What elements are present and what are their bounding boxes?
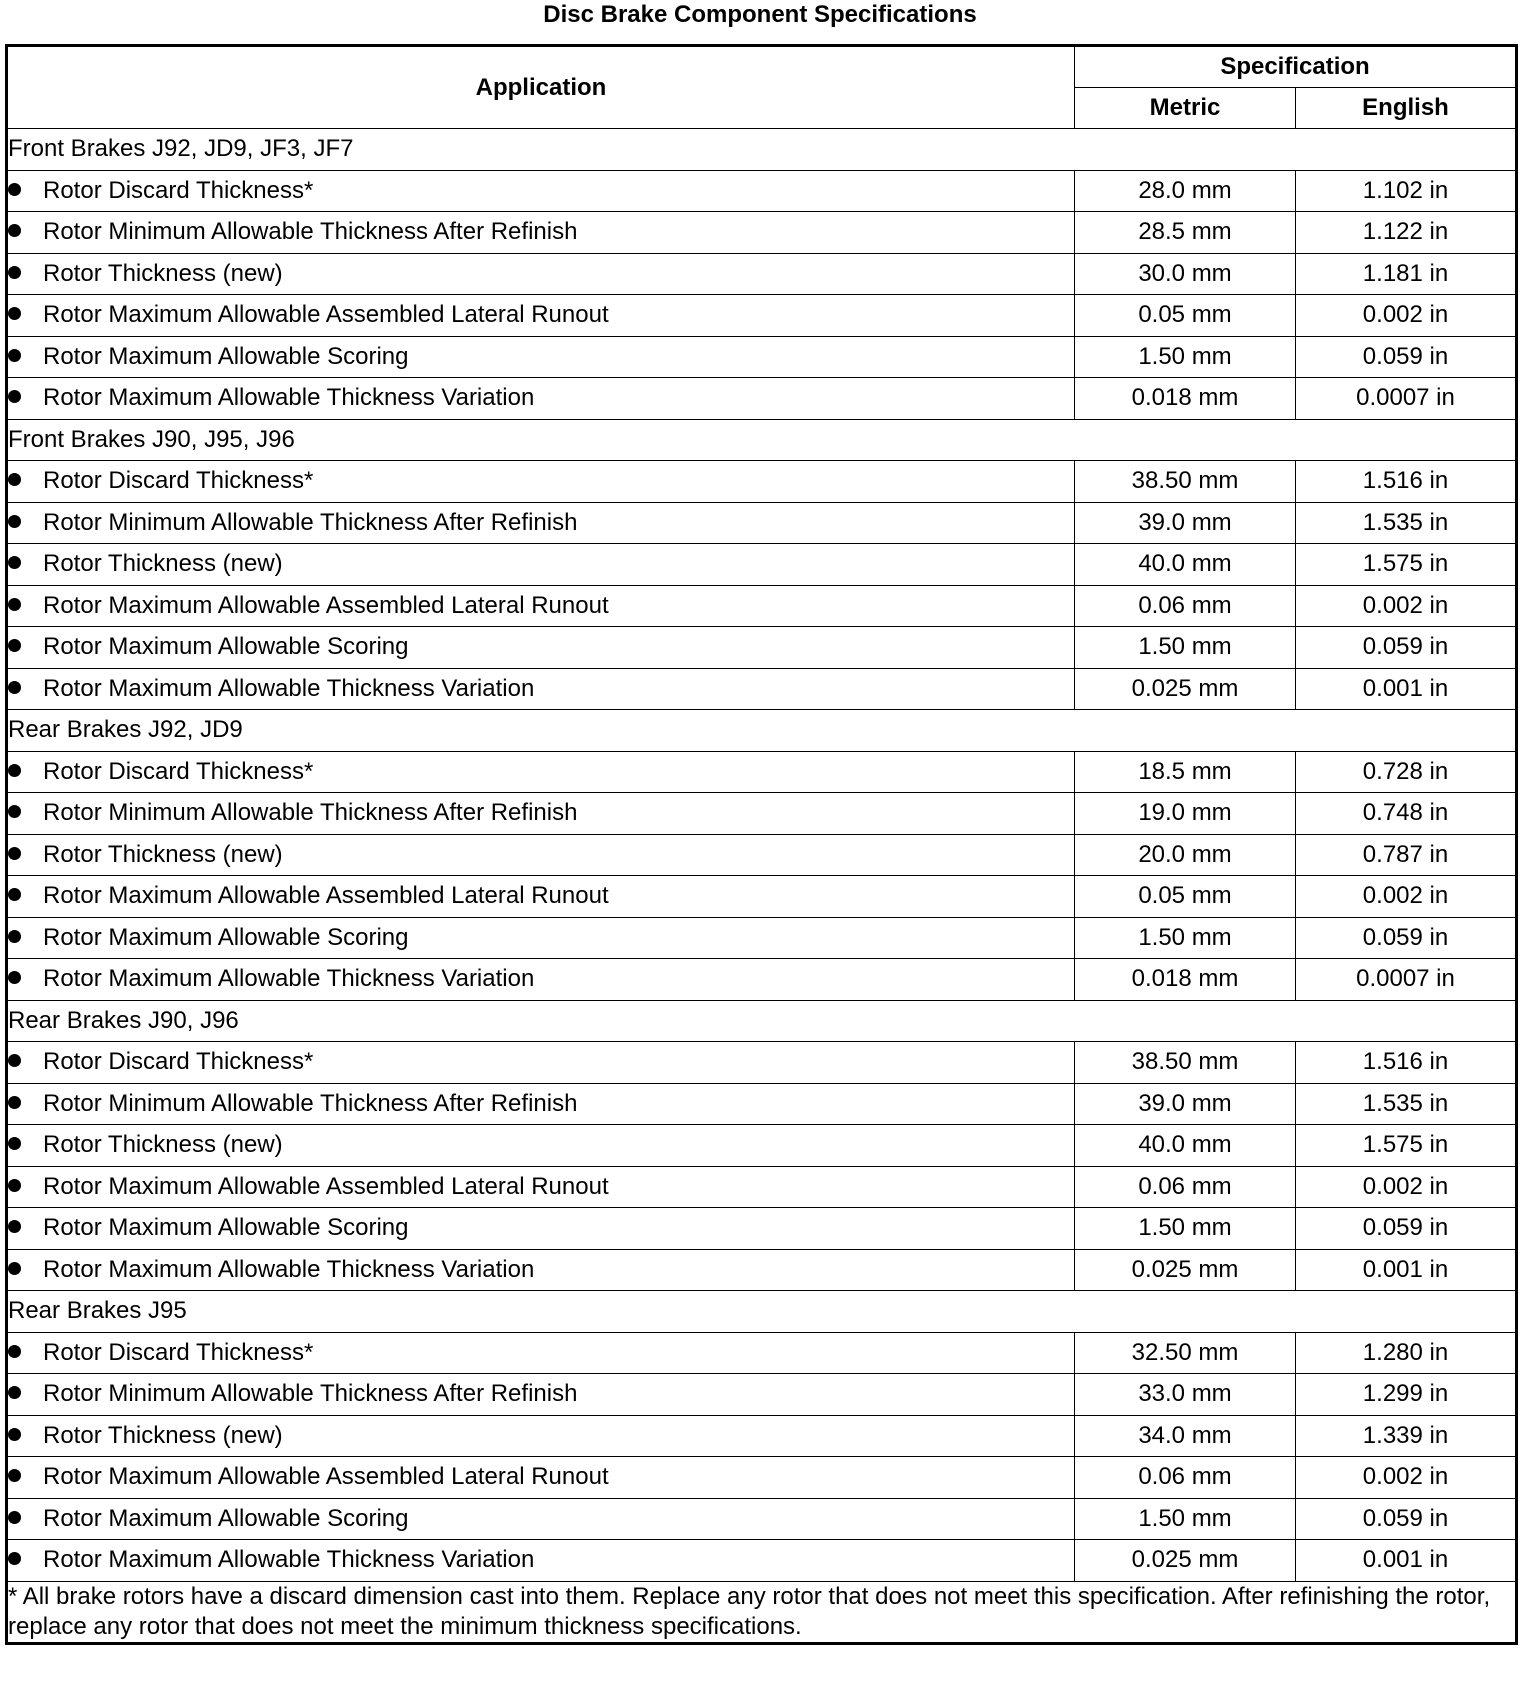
english-value: 1.535 in — [1296, 1083, 1517, 1125]
item-label: Rotor Thickness (new) — [43, 259, 283, 287]
bullet-icon — [8, 515, 21, 528]
bullet-icon — [8, 1469, 21, 1482]
item-label: Rotor Maximum Allowable Thickness Variation — [43, 1255, 535, 1283]
bullet-icon — [8, 349, 21, 362]
group-row — [7, 419, 1517, 461]
metric-value: 1.50 mm — [1075, 336, 1296, 378]
english-value: 1.280 in — [1296, 1332, 1517, 1374]
item-label: Rotor Thickness (new) — [43, 1131, 283, 1159]
item-cell — [7, 1332, 1075, 1374]
metric-value: 19.0 mm — [1075, 793, 1296, 835]
metric-value: 0.025 mm — [1075, 1540, 1296, 1582]
table-row — [7, 1125, 1517, 1167]
metric-value: 32.50 mm — [1075, 1332, 1296, 1374]
english-value: 1.339 in — [1296, 1415, 1517, 1457]
english-value: 1.102 in — [1296, 170, 1517, 212]
item-label: Rotor Discard Thickness* — [43, 176, 314, 204]
group-row — [7, 710, 1517, 752]
item-cell — [7, 253, 1075, 295]
item-cell — [7, 917, 1075, 959]
table-row — [7, 1208, 1517, 1250]
metric-value: 38.50 mm — [1075, 461, 1296, 503]
table-row — [7, 1083, 1517, 1125]
english-value: 0.002 in — [1296, 1166, 1517, 1208]
header-application: Application — [7, 46, 1075, 129]
english-value: 0.059 in — [1296, 627, 1517, 669]
bullet-icon — [8, 473, 21, 486]
metric-value: 0.018 mm — [1075, 378, 1296, 420]
item-label: Rotor Discard Thickness* — [43, 467, 314, 495]
bullet-icon — [8, 639, 21, 652]
metric-value: 30.0 mm — [1075, 253, 1296, 295]
item-cell — [7, 336, 1075, 378]
english-value: 0.001 in — [1296, 1540, 1517, 1582]
item-cell — [7, 461, 1075, 503]
bullet-icon — [8, 1386, 21, 1399]
bullet-icon — [8, 1428, 21, 1441]
english-value: 0.059 in — [1296, 917, 1517, 959]
group-row — [7, 1000, 1517, 1042]
item-label: Rotor Maximum Allowable Thickness Variation — [43, 674, 535, 702]
bullet-icon — [8, 1179, 21, 1192]
bullet-icon — [8, 1096, 21, 1109]
table-row — [7, 253, 1517, 295]
english-value: 0.787 in — [1296, 834, 1517, 876]
table-row — [7, 295, 1517, 337]
english-value: 1.181 in — [1296, 253, 1517, 295]
table-row — [7, 1166, 1517, 1208]
table-header — [7, 46, 1517, 129]
item-cell — [7, 959, 1075, 1001]
table-row — [7, 1374, 1517, 1416]
metric-value: 1.50 mm — [1075, 627, 1296, 669]
item-label: Rotor Minimum Allowable Thickness After Refinish — [43, 508, 578, 536]
english-value: 1.299 in — [1296, 1374, 1517, 1416]
table-row — [7, 1042, 1517, 1084]
item-cell — [7, 793, 1075, 835]
english-value: 0.0007 in — [1296, 959, 1517, 1001]
metric-value: 0.06 mm — [1075, 585, 1296, 627]
header-specification: Specification — [1075, 46, 1517, 88]
item-label: Rotor Thickness (new) — [43, 550, 283, 578]
item-label: Rotor Maximum Allowable Thickness Variation — [43, 965, 535, 993]
english-value: 0.059 in — [1296, 336, 1517, 378]
english-value: 1.575 in — [1296, 1125, 1517, 1167]
table-row — [7, 1457, 1517, 1499]
metric-value: 28.0 mm — [1075, 170, 1296, 212]
item-cell — [7, 1498, 1075, 1540]
item-cell — [7, 1208, 1075, 1250]
table-row — [7, 544, 1517, 586]
bullet-icon — [8, 1220, 21, 1233]
item-label: Rotor Maximum Allowable Scoring — [43, 342, 409, 370]
item-cell — [7, 502, 1075, 544]
metric-value: 1.50 mm — [1075, 1498, 1296, 1540]
item-cell — [7, 1042, 1075, 1084]
english-value: 1.122 in — [1296, 212, 1517, 254]
item-cell — [7, 876, 1075, 918]
metric-value: 0.025 mm — [1075, 1249, 1296, 1291]
item-cell — [7, 1374, 1075, 1416]
metric-value: 40.0 mm — [1075, 544, 1296, 586]
item-cell — [7, 1540, 1075, 1582]
item-cell — [7, 212, 1075, 254]
item-label: Rotor Maximum Allowable Scoring — [43, 923, 409, 951]
table-row — [7, 876, 1517, 918]
item-label: Rotor Minimum Allowable Thickness After Refinish — [43, 1089, 578, 1117]
bullet-icon — [8, 1262, 21, 1275]
bullet-icon — [8, 1137, 21, 1150]
table-row — [7, 502, 1517, 544]
english-value: 1.535 in — [1296, 502, 1517, 544]
item-cell — [7, 544, 1075, 586]
table-row — [7, 1332, 1517, 1374]
metric-value: 39.0 mm — [1075, 502, 1296, 544]
item-label: Rotor Maximum Allowable Scoring — [43, 1214, 409, 1242]
bullet-icon — [8, 681, 21, 694]
item-label: Rotor Maximum Allowable Assembled Lateral Runout — [43, 591, 609, 619]
item-cell — [7, 585, 1075, 627]
bullet-icon — [8, 847, 21, 860]
bullet-icon — [8, 1345, 21, 1358]
item-label: Rotor Maximum Allowable Assembled Lateral Runout — [43, 1463, 609, 1491]
header-english: English — [1296, 87, 1517, 129]
metric-value: 0.06 mm — [1075, 1457, 1296, 1499]
english-value: 1.516 in — [1296, 1042, 1517, 1084]
item-label: Rotor Discard Thickness* — [43, 1048, 314, 1076]
metric-value: 0.018 mm — [1075, 959, 1296, 1001]
table-row — [7, 212, 1517, 254]
table-row — [7, 1498, 1517, 1540]
item-cell — [7, 627, 1075, 669]
item-label: Rotor Minimum Allowable Thickness After Refinish — [43, 218, 578, 246]
table-row — [7, 170, 1517, 212]
bullet-icon — [8, 888, 21, 901]
metric-value: 0.05 mm — [1075, 876, 1296, 918]
bullet-icon — [8, 556, 21, 569]
item-label: Rotor Thickness (new) — [43, 840, 283, 868]
item-cell — [7, 834, 1075, 876]
metric-value: 38.50 mm — [1075, 1042, 1296, 1084]
item-cell — [7, 170, 1075, 212]
item-label: Rotor Discard Thickness* — [43, 757, 314, 785]
group-row — [7, 1291, 1517, 1333]
bullet-icon — [8, 1552, 21, 1565]
table-row — [7, 461, 1517, 503]
metric-value: 39.0 mm — [1075, 1083, 1296, 1125]
english-value: 0.059 in — [1296, 1498, 1517, 1540]
item-label: Rotor Minimum Allowable Thickness After Refinish — [43, 799, 578, 827]
metric-value: 18.5 mm — [1075, 751, 1296, 793]
metric-value: 0.05 mm — [1075, 295, 1296, 337]
table-row — [7, 627, 1517, 669]
english-value: 1.575 in — [1296, 544, 1517, 586]
metric-value: 33.0 mm — [1075, 1374, 1296, 1416]
item-cell — [7, 1166, 1075, 1208]
english-value: 0.001 in — [1296, 1249, 1517, 1291]
bullet-icon — [8, 390, 21, 403]
item-label: Rotor Maximum Allowable Assembled Lateral Runout — [43, 301, 609, 329]
item-cell — [7, 1083, 1075, 1125]
table-row — [7, 1415, 1517, 1457]
table-row — [7, 751, 1517, 793]
table-row — [7, 917, 1517, 959]
metric-value: 34.0 mm — [1075, 1415, 1296, 1457]
bullet-icon — [8, 1054, 21, 1067]
item-cell — [7, 1457, 1075, 1499]
item-cell — [7, 1125, 1075, 1167]
english-value: 0.0007 in — [1296, 378, 1517, 420]
item-label: Rotor Maximum Allowable Assembled Lateral Runout — [43, 1172, 609, 1200]
item-cell — [7, 1415, 1075, 1457]
item-cell — [7, 378, 1075, 420]
item-label: Rotor Minimum Allowable Thickness After Refinish — [43, 1380, 578, 1408]
english-value: 0.059 in — [1296, 1208, 1517, 1250]
table-row — [7, 834, 1517, 876]
bullet-icon — [8, 971, 21, 984]
header-metric: Metric — [1075, 87, 1296, 129]
item-label: Rotor Maximum Allowable Thickness Variation — [43, 384, 535, 412]
bullet-icon — [8, 224, 21, 237]
table-row — [7, 336, 1517, 378]
bullet-icon — [8, 1511, 21, 1524]
group-label: Rear Brakes J90, J96 — [7, 1000, 1517, 1042]
table-row — [7, 959, 1517, 1001]
metric-value: 0.025 mm — [1075, 668, 1296, 710]
bullet-icon — [8, 183, 21, 196]
english-value: 1.516 in — [1296, 461, 1517, 503]
group-label: Front Brakes J92, JD9, JF3, JF7 — [7, 129, 1517, 171]
english-value: 0.728 in — [1296, 751, 1517, 793]
table-row — [7, 1249, 1517, 1291]
english-value: 0.002 in — [1296, 1457, 1517, 1499]
bullet-icon — [8, 764, 21, 777]
group-label: Rear Brakes J95 — [7, 1291, 1517, 1333]
metric-value: 40.0 mm — [1075, 1125, 1296, 1167]
footnote: * All brake rotors have a discard dimension cast into them. Replace any rotor that does not meet this specification. After refinishing the rotor, replace any rotor that does not meet the minimum thickness specifications. — [7, 1581, 1517, 1643]
table-row — [7, 585, 1517, 627]
table-row — [7, 378, 1517, 420]
spec-table — [5, 44, 1518, 1645]
group-row — [7, 129, 1517, 171]
table-row — [7, 668, 1517, 710]
metric-value: 20.0 mm — [1075, 834, 1296, 876]
english-value: 0.002 in — [1296, 295, 1517, 337]
table-row — [7, 1540, 1517, 1582]
group-label: Front Brakes J90, J95, J96 — [7, 419, 1517, 461]
item-label: Rotor Maximum Allowable Scoring — [43, 633, 409, 661]
item-label: Rotor Maximum Allowable Assembled Lateral Runout — [43, 882, 609, 910]
bullet-icon — [8, 307, 21, 320]
metric-value: 1.50 mm — [1075, 917, 1296, 959]
item-label: Rotor Discard Thickness* — [43, 1338, 314, 1366]
page-title: Disc Brake Component Specifications — [543, 1, 977, 28]
item-cell — [7, 1249, 1075, 1291]
table-body — [7, 129, 1517, 1582]
english-value: 0.748 in — [1296, 793, 1517, 835]
item-label: Rotor Maximum Allowable Thickness Variation — [43, 1546, 535, 1574]
item-cell — [7, 751, 1075, 793]
item-cell — [7, 295, 1075, 337]
metric-value: 1.50 mm — [1075, 1208, 1296, 1250]
group-label: Rear Brakes J92, JD9 — [7, 710, 1517, 752]
english-value: 0.001 in — [1296, 668, 1517, 710]
table-row — [7, 793, 1517, 835]
bullet-icon — [8, 805, 21, 818]
bullet-icon — [8, 930, 21, 943]
english-value: 0.002 in — [1296, 876, 1517, 918]
bullet-icon — [8, 266, 21, 279]
bullet-icon — [8, 598, 21, 611]
english-value: 0.002 in — [1296, 585, 1517, 627]
item-cell — [7, 668, 1075, 710]
item-label: Rotor Maximum Allowable Scoring — [43, 1504, 409, 1532]
item-label: Rotor Thickness (new) — [43, 1421, 283, 1449]
metric-value: 0.06 mm — [1075, 1166, 1296, 1208]
metric-value: 28.5 mm — [1075, 212, 1296, 254]
